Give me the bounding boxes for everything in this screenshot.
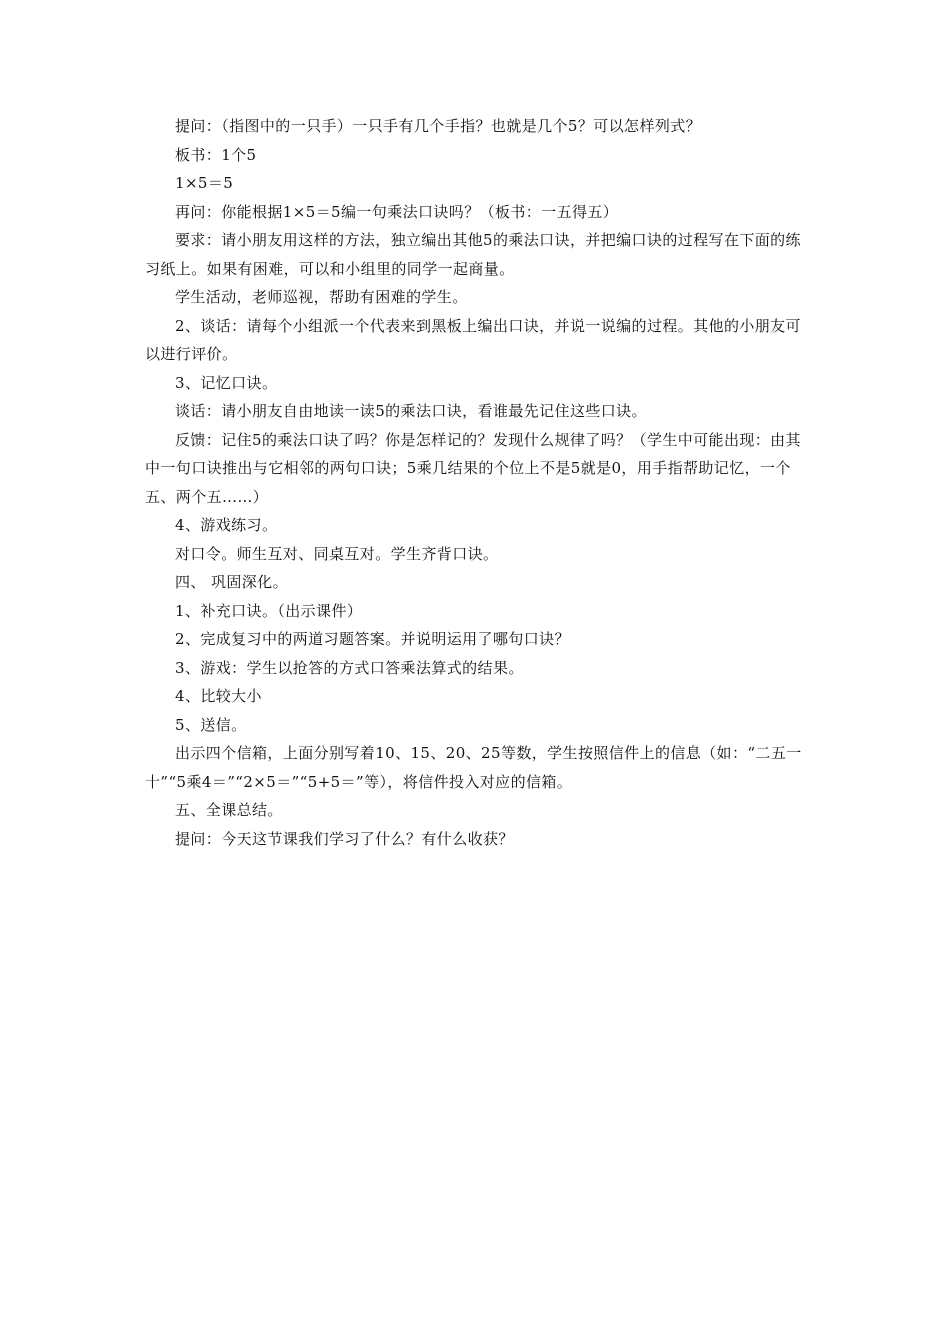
question-hand-paragraph: 提问：（指图中的一只手）一只手有几个手指？也就是几个5？可以怎样列式？: [175, 117, 702, 135]
quick-answer-game-item: 3、游戏：学生以抢答的方式口答乘法算式的结果。: [175, 658, 524, 677]
memorize-heading: 3、记忆口诀。: [175, 373, 278, 392]
mailbox-paragraph: 出示四个信箱，上面分别写着10、15、20、25等数，学生按照信件上的信息（如：“二五一十”“5乘4＝”“2×5＝”“5+5＝”等），将信件投入对应的信箱。: [145, 744, 802, 791]
summary-heading: 五、全课总结。: [175, 801, 283, 819]
reading-talk-paragraph: 谈话：请小朋友自由地读一读5的乘法口诀，看谁最先记住这些口诀。: [175, 402, 647, 420]
feedback-paragraph: 反馈：记住5的乘法口诀了吗？你是怎样记的？发现什么规律了吗？（学生中可能出现：由其中一句口诀推出与它相邻的两句口诀；5乘几结果的个位上不是5就是0，用手指帮助记忆，一个五、两个五……）: [145, 430, 801, 506]
compare-size-item: 4、比较大小: [175, 687, 262, 705]
follow-up-question-paragraph: 再问：你能根据1×5＝5编一句乘法口诀吗？（板书：一五得五）: [175, 202, 619, 221]
review-exercise-item: 2、完成复习中的两道习题答案。并说明运用了哪句口诀？: [175, 630, 570, 648]
requirement-paragraph: 要求：请小朋友用这样的方法，独立编出其他5的乘法口诀，并把编口诀的过程写在下面的练习纸上。如果有困难，可以和小组里的同学一起商量。: [145, 231, 801, 278]
summary-question-paragraph: 提问：今天这节课我们学习了什么？有什么收获？: [175, 829, 514, 848]
supplement-item: 1、补充口诀。（出示课件）: [175, 601, 363, 620]
send-letter-item: 5、送信。: [175, 715, 247, 734]
equation-paragraph: 1×5＝5: [175, 174, 234, 192]
call-response-paragraph: 对口令。师生互对、同桌互对。学生齐背口诀。: [175, 544, 499, 563]
discussion-paragraph: 2、谈话：请每个小组派一个代表来到黑板上编出口诀，并说一说编的过程。其他的小朋友可以进行评价。: [145, 316, 801, 363]
document-body: [145, 112, 810, 853]
student-activity-paragraph: 学生活动，老师巡视，帮助有困难的学生。: [175, 288, 468, 306]
consolidation-heading: 四、 巩固深化。: [175, 573, 288, 591]
board-note-paragraph: 板书：1个5: [175, 145, 257, 164]
game-practice-heading: 4、游戏练习。: [175, 516, 278, 534]
